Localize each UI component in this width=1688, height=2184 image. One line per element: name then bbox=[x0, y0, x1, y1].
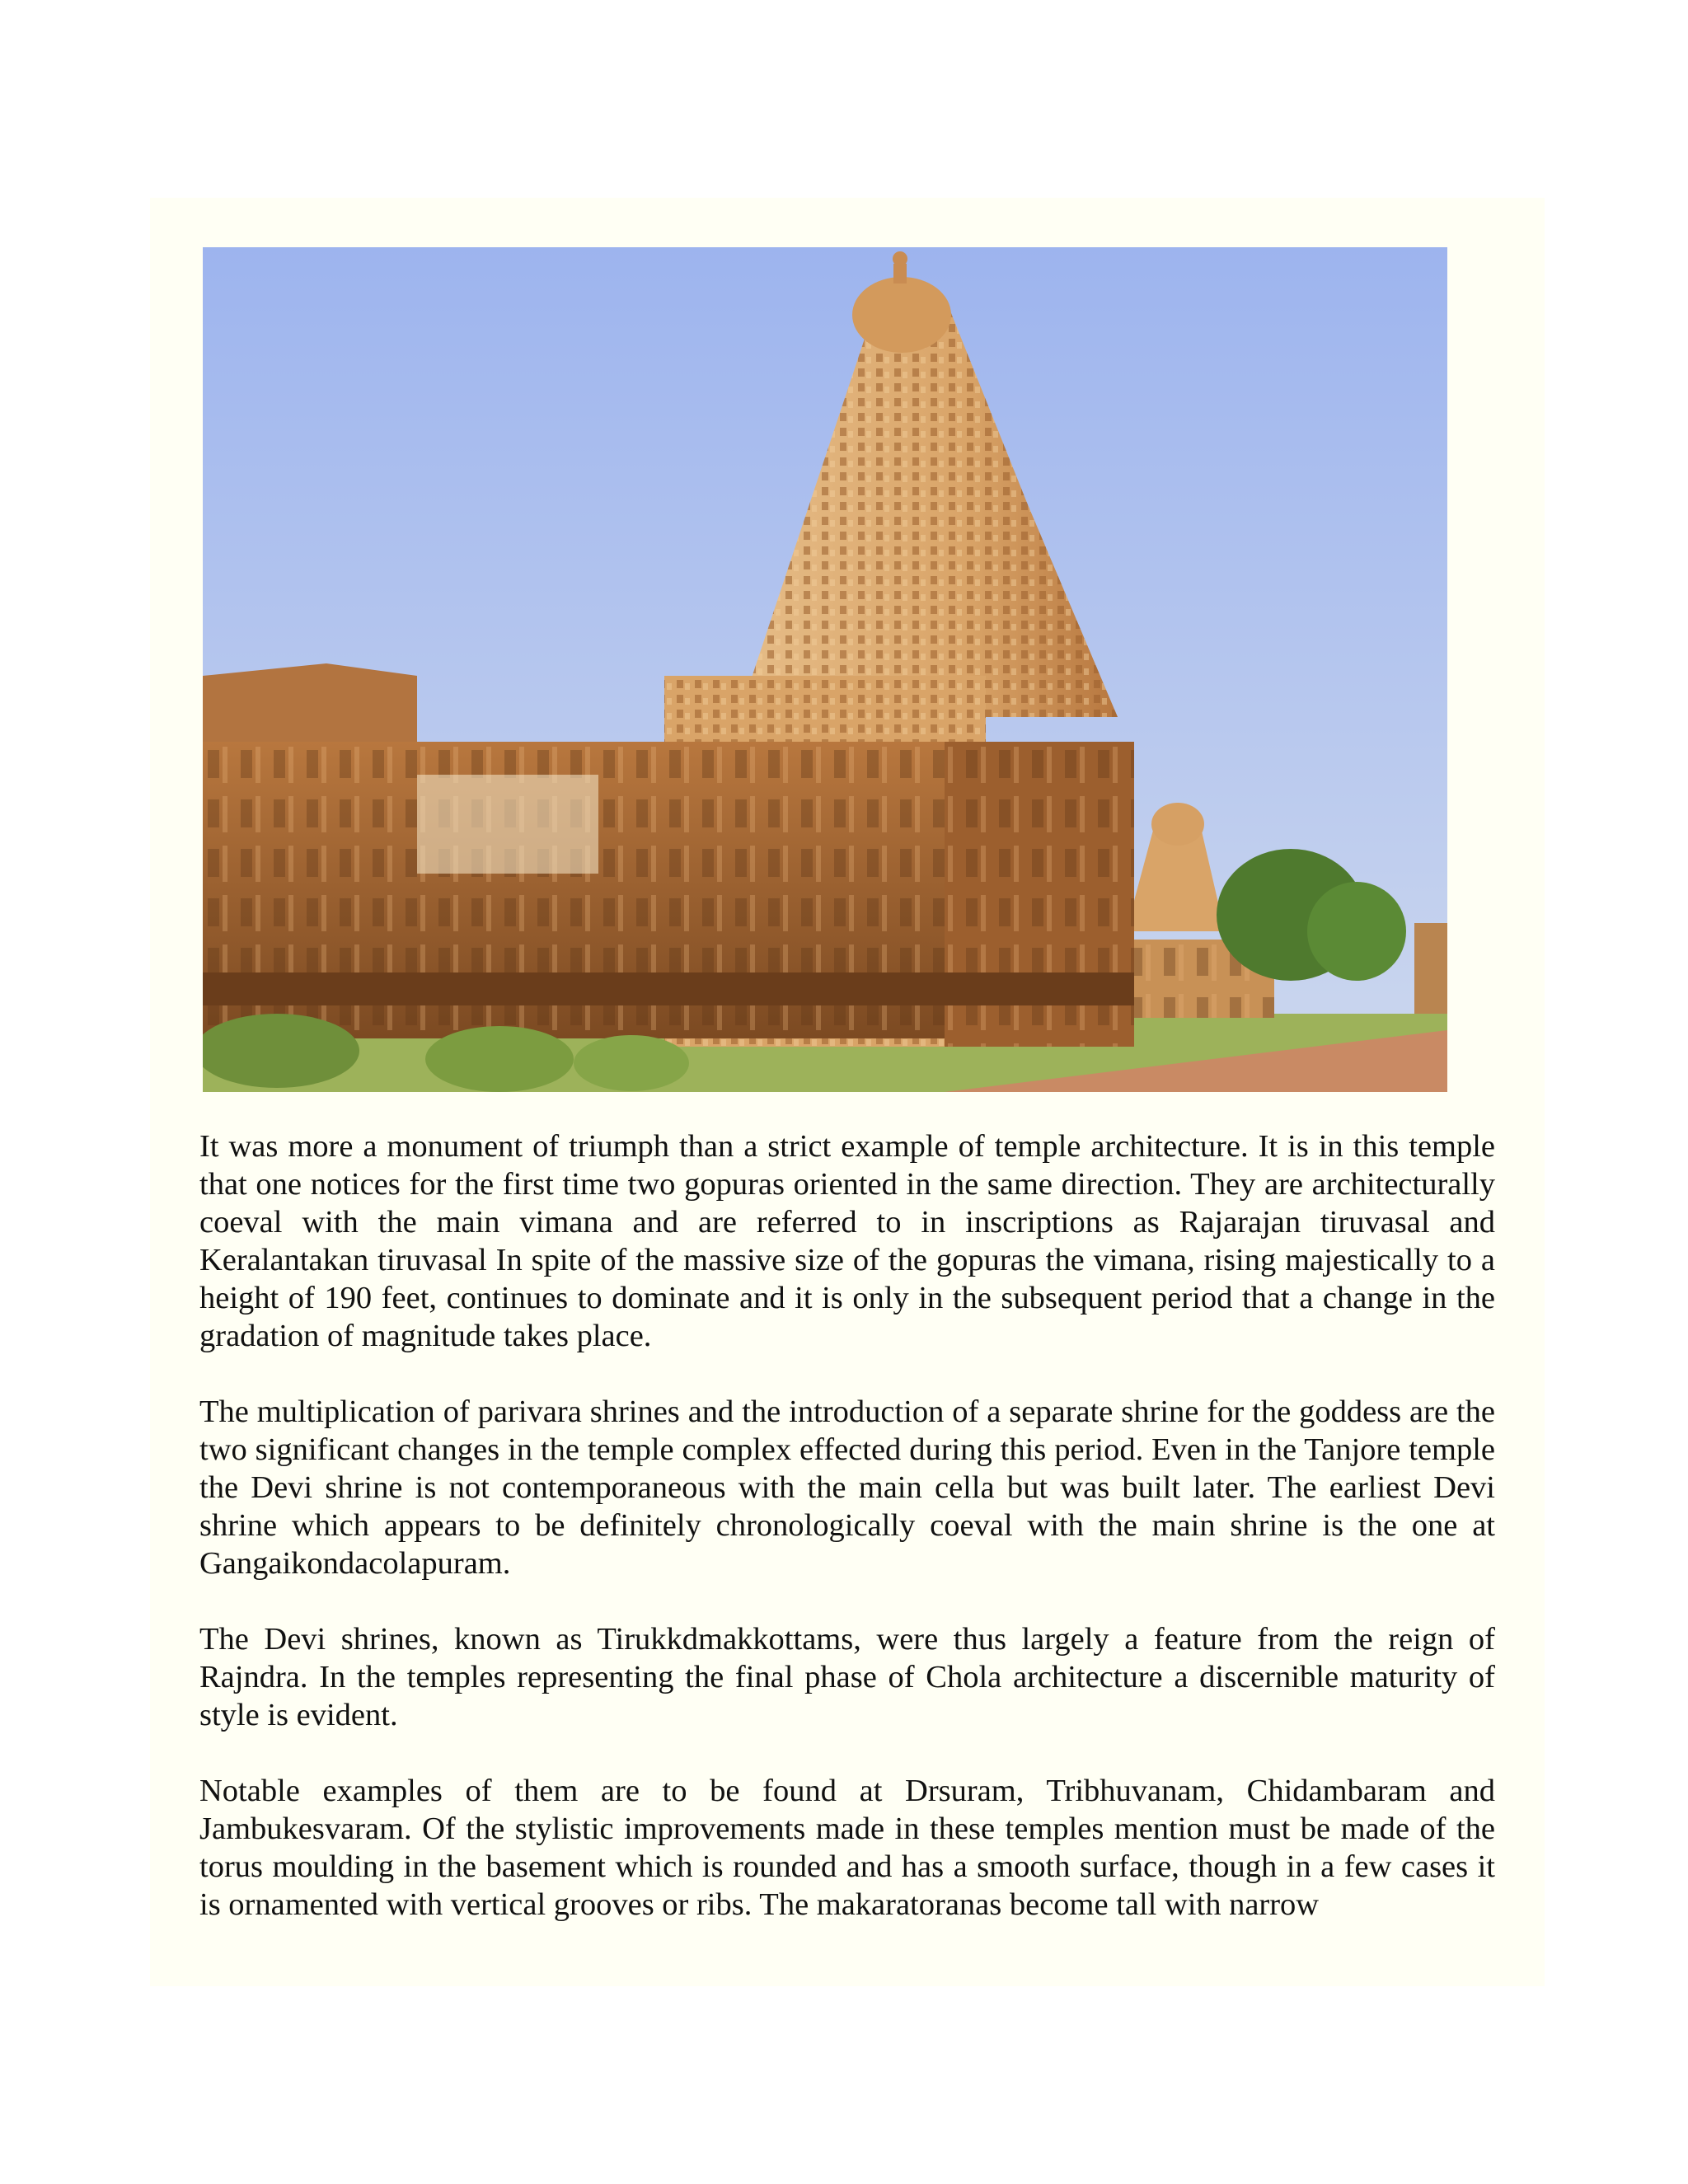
paragraph: The multiplication of parivara shrines and the introduction of a separate shrine for the goddess are the two significant changes in the temple complex effected during this period. Even in the Tanjore temple the Devi shrine is not contemporaneous with the main cella but was built later. The earliest Devi shrine which appears to be definitely chronologically coeval with the main shrine is the one at Gangaikondacolapuram. bbox=[199, 1394, 1495, 1581]
paragraph: The Devi shrines, known as Tirukkdmakkottams, were thus largely a feature from the reign of Rajndra. In the temples representing the final phase of Chola architecture a discernible maturity of style is evident. bbox=[199, 1622, 1495, 1732]
temple-photo bbox=[203, 247, 1447, 1092]
paragraph: It was more a monument of triumph than a strict example of temple architecture. It is in this temple that one notices for the first time two gopuras oriented in the same direction. They are architecturally coeval with the main vimana and are referred to in inscriptions as Rajarajan tiruvasal and Keralantakan tiruvasal In spite of the massive size of the gopuras the vimana, rising majestically to a height of 190 feet, continues to dominate and it is only in the subsequent period that a change in the gradation of magnitude takes place. bbox=[199, 1129, 1495, 1353]
body-text bbox=[199, 1127, 1495, 1961]
paragraph: Notable examples of them are to be found at Drsuram, Tribhuvanam, Chidambaram and Jambukesvaram. Of the stylistic improvements made in these temples mention must be made of the torus moulding in the basement which is rounded and has a smooth surface, though in a few cases it is ornamented with vertical grooves or ribs. The makaratoranas become tall with narrow bbox=[199, 1774, 1495, 1922]
page-panel bbox=[150, 198, 1545, 1986]
